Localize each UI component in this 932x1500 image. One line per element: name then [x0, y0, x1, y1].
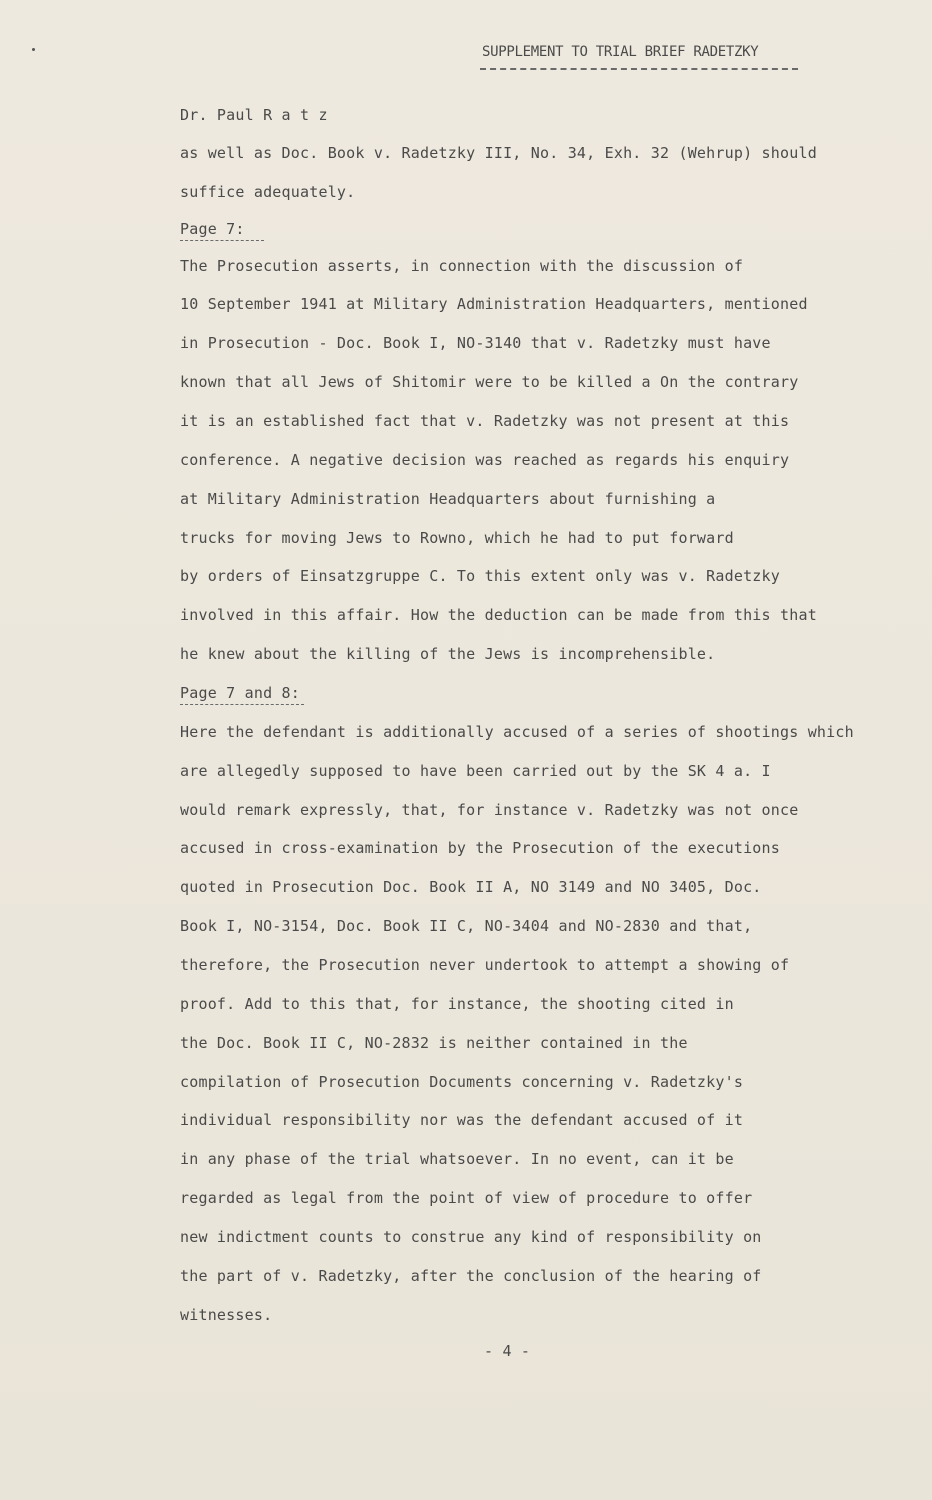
line-10: conference. A negative decision was reached as regards his enquiry	[180, 451, 790, 469]
line-27: individual responsibility nor was the defendant accused of it	[180, 1111, 744, 1129]
line-17: Here the defendant is additionally accused of a series of shootings which	[180, 723, 854, 741]
line-25: the Doc. Book II C, NO-2832 is neither contained in the	[180, 1034, 688, 1052]
line-32: witnesses.	[180, 1306, 273, 1324]
line-18: are allegedly supposed to have been carried out by the SK 4 a. I	[180, 762, 771, 780]
line-2: as well as Doc. Book v. Radetzky III, No. 34, Exh. 32 (Wehrup) should	[180, 144, 817, 162]
line-15: he knew about the killing of the Jews is incomprehensible.	[180, 645, 716, 663]
line-22: Book I, NO-3154, Doc. Book II C, NO-3404 and NO-2830 and that,	[180, 917, 753, 935]
line-23: therefore, the Prosecution never undertook to attempt a showing of	[180, 956, 790, 974]
line-28: in any phase of the trial whatsoever. In no event, can it be	[180, 1150, 734, 1168]
line-6: 10 September 1941 at Military Administration Headquarters, mentioned	[180, 295, 808, 313]
line-8: known that all Jews of Shitomir were to be killed a On the contrary	[180, 373, 799, 391]
line-30: new indictment counts to construe any kind of responsibility on	[180, 1228, 762, 1246]
page-number: - 4 -	[484, 1342, 531, 1360]
section-heading-page-7: Page 7:	[180, 220, 245, 238]
line-9: it is an established fact that v. Radetzky was not present at this	[180, 412, 790, 430]
section-heading-page-7-underline	[180, 240, 264, 241]
header-underline	[480, 68, 798, 70]
line-3: suffice adequately.	[180, 183, 356, 201]
line-12: trucks for moving Jews to Rowno, which he had to put forward	[180, 529, 734, 547]
line-31: the part of v. Radetzky, after the conclusion of the hearing of	[180, 1267, 762, 1285]
line-14: involved in this affair. How the deduction can be made from this that	[180, 606, 817, 624]
line-5: The Prosecution asserts, in connection with the discussion of	[180, 257, 744, 275]
line-7: in Prosecution - Doc. Book I, NO-3140 that v. Radetzky must have	[180, 334, 771, 352]
line-29: regarded as legal from the point of view of procedure to offer	[180, 1189, 753, 1207]
line-11: at Military Administration Headquarters about furnishing a	[180, 490, 716, 508]
line-20: accused in cross-examination by the Prosecution of the executions	[180, 839, 780, 857]
line-13: by orders of Einsatzgruppe C. To this extent only was v. Radetzky	[180, 567, 780, 585]
margin-speck	[32, 48, 35, 51]
line-19: would remark expressly, that, for instance v. Radetzky was not once	[180, 801, 799, 819]
section-heading-page-7-and-8: Page 7 and 8:	[180, 684, 300, 702]
line-26: compilation of Prosecution Documents concerning v. Radetzky's	[180, 1073, 744, 1091]
section-heading-page-7-and-8-underline	[180, 704, 304, 705]
running-header: SUPPLEMENT TO TRIAL BRIEF RADETZKY	[482, 44, 759, 60]
line-21: quoted in Prosecution Doc. Book II A, NO 3149 and NO 3405, Doc.	[180, 878, 762, 896]
line-24: proof. Add to this that, for instance, the shooting cited in	[180, 995, 734, 1013]
line-1: Dr. Paul R a t z	[180, 106, 328, 124]
